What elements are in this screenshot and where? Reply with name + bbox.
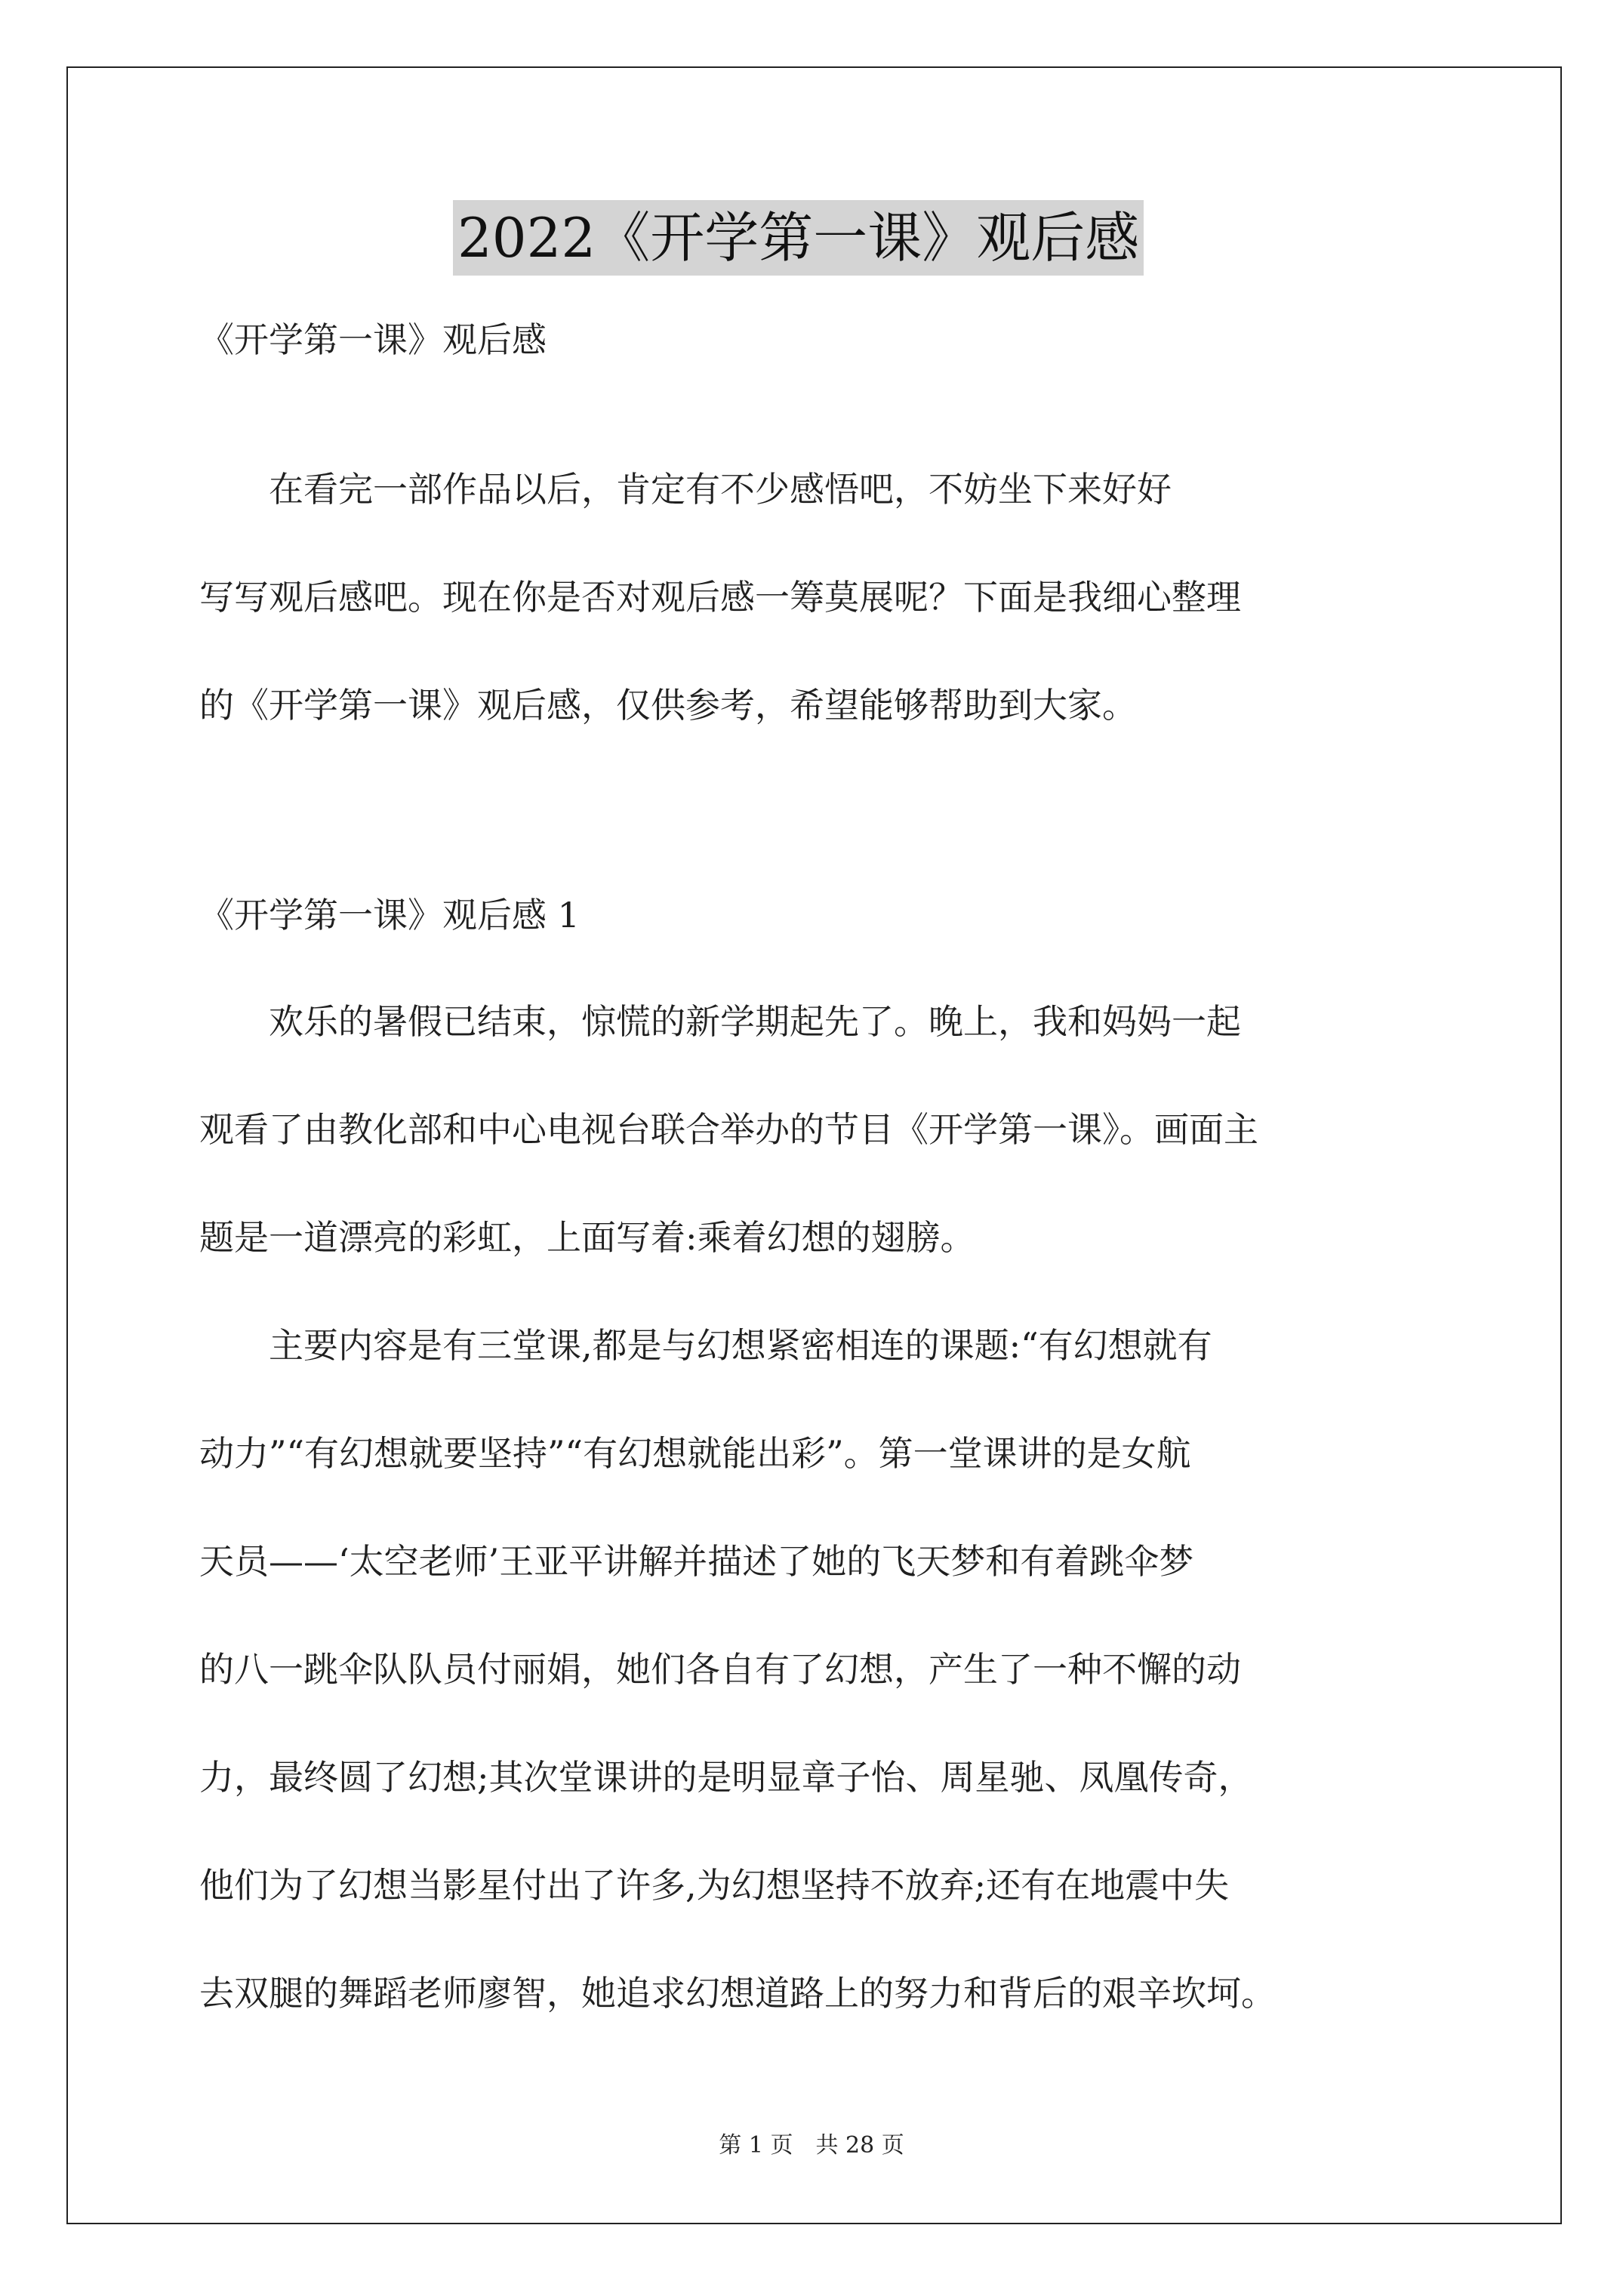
intro-line-2: 写写观后感吧。现在你是否对观后感一筹莫展呢？下面是我细心整理 (199, 577, 1241, 618)
paragraph2-line-6: 他们为了幻想当影星付出了许多,为幻想坚持不放弃;还有在地震中失 (199, 1865, 1230, 1906)
document-title: 2022《开学第一课》观后感 (453, 200, 1144, 276)
paragraph1-line-2: 观看了由教化部和中心电视台联合举办的节目《开学第一课》。画面主 (199, 1109, 1258, 1150)
intro-line-1: 在看完一部作品以后，肯定有不少感悟吧，不妨坐下来好好 (199, 469, 1172, 510)
paragraph2-line-1: 主要内容是有三堂课,都是与幻想紧密相连的课题:“有幻想就有 (199, 1325, 1212, 1366)
paragraph2-line-4: 的八一跳伞队队员付丽娟，她们各自有了幻想，产生了一种不懈的动 (199, 1649, 1241, 1690)
paragraph2-line-2: 动力”“有幻想就要坚持”“有幻想就能出彩”。第一堂课讲的是女航 (199, 1433, 1191, 1474)
paragraph1-line-1: 欢乐的暑假已结束，惊慌的新学期起先了。晚上，我和妈妈一起 (199, 1001, 1241, 1042)
paragraph2-line-3: 天员——‘太空老师’王亚平讲解并描述了她的飞天梦和有着跳伞梦 (199, 1541, 1194, 1582)
paragraph2-line-5: 力，最终圆了幻想;其次堂课讲的是明显章子怡、周星驰、凤凰传奇， (199, 1757, 1253, 1798)
paragraph2-line-7: 去双腿的舞蹈老师廖智，她追求幻想道路上的努力和背后的艰辛坎坷。 (199, 1973, 1276, 2014)
paragraph1-line-3: 题是一道漂亮的彩虹，上面写着:乘着幻想的翅膀。 (199, 1217, 975, 1258)
page-footer: 第 1 页 共 28 页 (719, 2132, 904, 2159)
intro-line-3: 的《开学第一课》观后感，仅供参考，希望能够帮助到大家。 (199, 685, 1137, 726)
section-heading: 《开学第一课》观后感 1 (199, 895, 580, 935)
subtitle: 《开学第一课》观后感 (199, 319, 547, 360)
